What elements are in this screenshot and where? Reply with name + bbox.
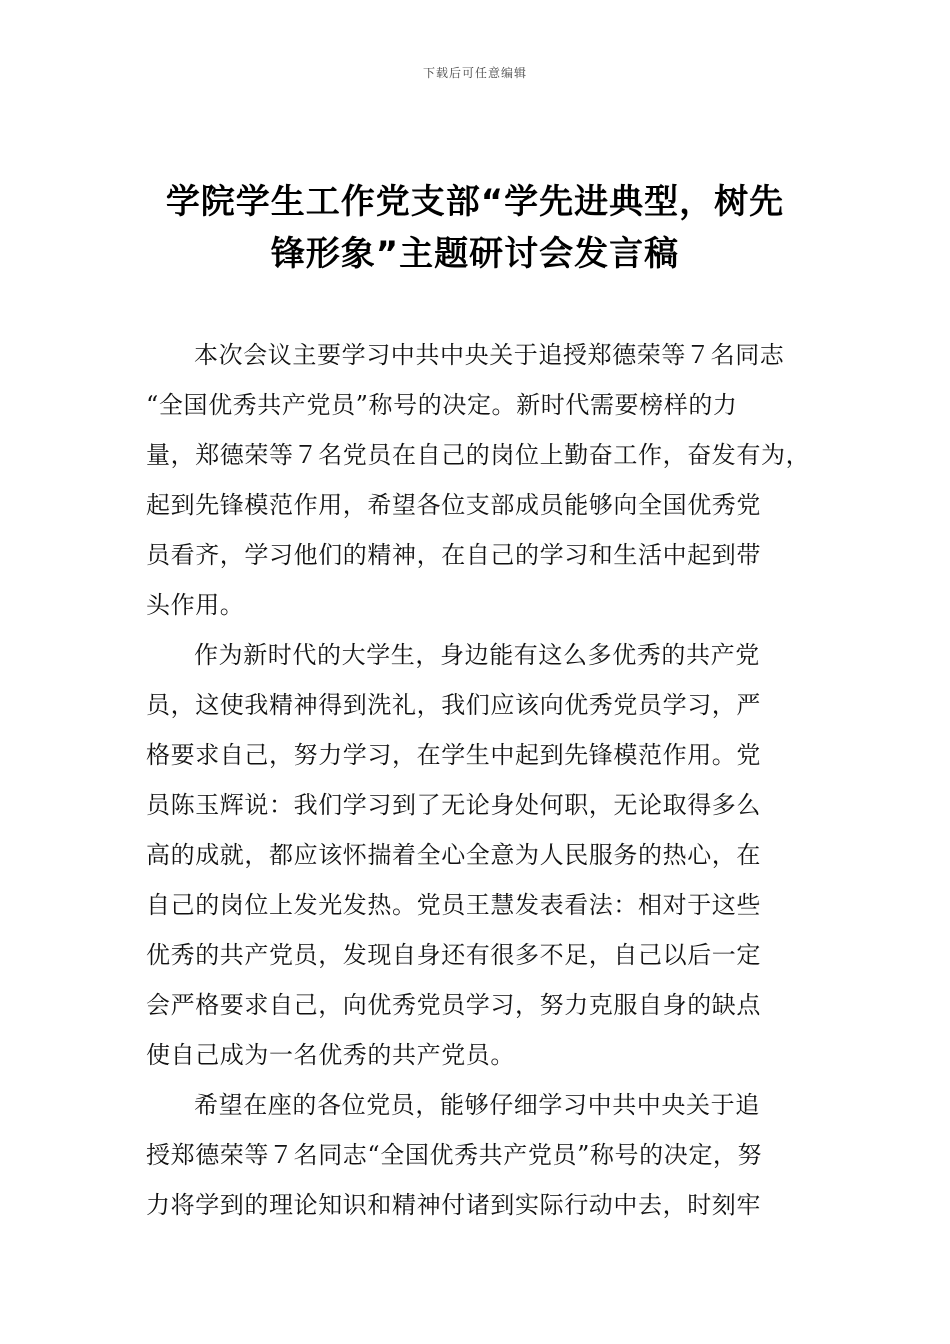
text-line: 力将学到的理论知识和精神付诸到实际行动中去，时刻牢 bbox=[146, 1191, 761, 1219]
text-line: 员看齐，学习他们的精神，在自己的学习和生活中起到带 bbox=[146, 541, 761, 569]
document-title bbox=[120, 176, 830, 280]
text-line: 作为新时代的大学生，身边能有这么多优秀的共产党 bbox=[194, 641, 760, 669]
paragraph-3 bbox=[146, 1080, 836, 1230]
text-line: 使自己成为一名优秀的共产党员。 bbox=[146, 1041, 515, 1069]
text-line: 授郑德荣等７名同志“全国优秀共产党员”称号的决定，努 bbox=[146, 1141, 763, 1169]
text-line: 员，这使我精神得到洗礼，我们应该向优秀党员学习，严 bbox=[146, 691, 761, 719]
text-line: “全国优秀共产党员”称号的决定。新时代需要榜样的力 bbox=[146, 391, 738, 419]
paragraph-1 bbox=[146, 330, 836, 630]
text-line: 希望在座的各位党员，能够仔细学习中共中央关于追 bbox=[194, 1091, 760, 1119]
text-line: 高的成就，都应该怀揣着全心全意为人民服务的热心，在 bbox=[146, 841, 761, 869]
text-line: 量，郑德荣等７名党员在自己的岗位上勤奋工作，奋发有为， bbox=[146, 441, 811, 469]
text-line: 头作用。 bbox=[146, 591, 245, 619]
title-line-2: 锋形象”主题研讨会发言稿 bbox=[270, 234, 680, 274]
title-line-1: 学院学生工作党支部“学先进典型，树先 bbox=[165, 182, 785, 222]
text-line: 起到先锋模范作用，希望各位支部成员能够向全国优秀党 bbox=[146, 491, 761, 519]
header-note: 下载后可任意编辑 bbox=[422, 66, 527, 80]
document-body bbox=[146, 330, 836, 1230]
text-line: 优秀的共产党员，发现自身还有很多不足，自己以后一定 bbox=[146, 941, 761, 969]
text-line: 自己的岗位上发光发热。党员王慧发表看法：相对于这些 bbox=[146, 891, 761, 919]
text-line: 会严格要求自己，向优秀党员学习，努力克服自身的缺点 bbox=[146, 991, 761, 1019]
text-line: 员陈玉辉说：我们学习到了无论身处何职，无论取得多么 bbox=[146, 791, 761, 819]
paragraph-2 bbox=[146, 630, 836, 1080]
text-line: 格要求自己，努力学习，在学生中起到先锋模范作用。党 bbox=[146, 741, 761, 769]
text-line: 本次会议主要学习中共中央关于追授郑德荣等７名同志 bbox=[194, 341, 785, 369]
